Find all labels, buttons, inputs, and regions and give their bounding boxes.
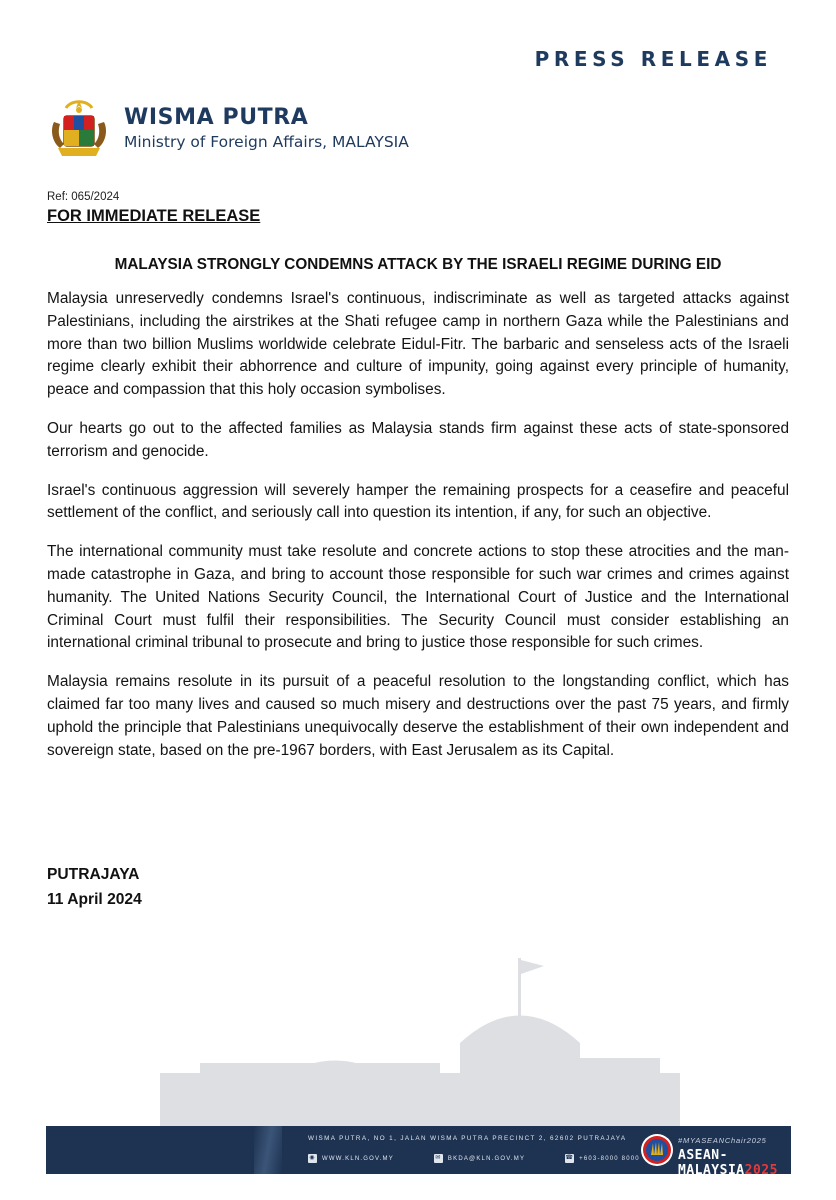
asean-hashtag: #MYASEANChair2025 xyxy=(678,1136,767,1145)
globe-icon: ◉ xyxy=(309,1155,316,1161)
footer-website[interactable] xyxy=(308,1154,394,1163)
press-release-label: PRESS RELEASE xyxy=(534,47,772,71)
ministry-subtitle: Ministry of Foreign Affairs, MALAYSIA xyxy=(124,133,409,151)
footer-contacts xyxy=(308,1154,680,1163)
phone-icon: ☎ xyxy=(565,1155,574,1161)
mail-icon: ✉ xyxy=(435,1155,442,1161)
footer-address: WISMA PUTRA, NO 1, JALAN WISMA PUTRA PRECINCT 2, 62602 PUTRAJAYA xyxy=(308,1135,627,1142)
asean-emblem-icon xyxy=(640,1133,674,1167)
press-release-title: MALAYSIA STRONGLY CONDEMNS ATTACK BY THE ISRAELI REGIME DURING EID xyxy=(114,256,722,273)
date: 11 April 2024 xyxy=(47,891,142,908)
email-text: BKDA@KLN.GOV.MY xyxy=(447,1155,526,1162)
website-text: WWW.KLN.GOV.MY xyxy=(322,1155,394,1162)
asean-title-text: ASEAN-MALAYSIA xyxy=(678,1148,745,1174)
footer-bar xyxy=(46,1126,791,1174)
immediate-release-heading: FOR IMMEDIATE RELEASE xyxy=(47,207,261,225)
wisma-putra-building-watermark xyxy=(160,948,680,1128)
body-paragraph: Malaysia remains resolute in its pursuit of a peaceful resolution to the longstanding conflict, which has claimed far too many lives and caused so much misery and destructions over the past 75 years, and firmly uphold the principle that Palestinians unequivocally deserve the establishment of their own independent and sovereign state, based on the pre-1967 borders, with East Jerusalem as its Capital. xyxy=(47,673,789,759)
body-paragraph: Malaysia unreservedly condemns Israel's continuous, indiscriminate as well as targeted attacks against Palestinians, including the airstrikes at the Shati refugee camp in northern Gaza while the Palestinians and more than two billion Muslims worldwide celebrate Eidul-Fitr. The barbaric and senseless acts of the Israeli regime clearly exhibit their abhorrence and culture of impunity, going against every principle of humanity, peace and compassion that this holy occasion symbolises. xyxy=(47,290,789,399)
footer-email[interactable] xyxy=(434,1154,525,1163)
ministry-name: WISMA PUTRA xyxy=(124,105,309,130)
body-paragraph: The international community must take resolute and concrete actions to stop these atrocities and the man-made catastrophe in Gaza, and bring to account those responsible for such war crimes and crimes against humanity. The United Nations Security Council, the International Court of Justice and the International Criminal Court must fulfil their responsibilities. The Security Council must consider establishing an international criminal tribunal to prosecute and bring to justice those responsible for such crimes. xyxy=(47,543,789,652)
footer-phone[interactable] xyxy=(565,1154,640,1163)
press-release-body xyxy=(47,288,789,778)
phone-text: +603-8000 8000 xyxy=(579,1155,640,1162)
asean-year: 2025 xyxy=(744,1163,778,1174)
signature-block xyxy=(47,862,142,912)
footer-stripe-decoration xyxy=(254,1126,282,1174)
body-paragraph: Israel's continuous aggression will severely hamper the remaining prospects for a ceasefire and peaceful settlement of the conflict, and seriously call into question its intention, if any, for such an objective. xyxy=(47,481,789,522)
ministry-header xyxy=(46,96,409,162)
reference-number: Ref: 065/2024 xyxy=(47,191,120,203)
place: PUTRAJAYA xyxy=(47,866,140,883)
asean-malaysia-title xyxy=(678,1148,791,1174)
body-paragraph: Our hearts go out to the affected families as Malaysia stands firm against these acts of state-sponsored terrorism and genocide. xyxy=(47,419,789,460)
malaysia-crest-icon xyxy=(46,96,112,162)
